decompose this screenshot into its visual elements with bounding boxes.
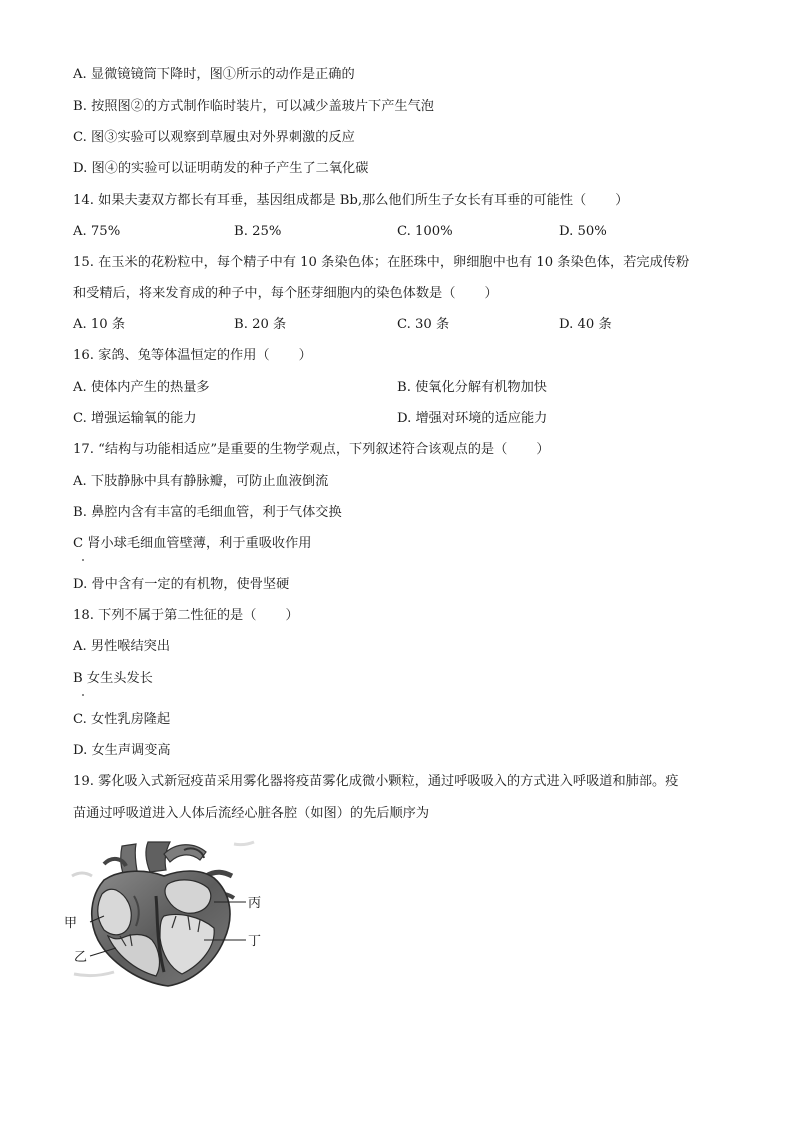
q14-close-paren: ） [615,193,629,208]
q18-option-a: A. 男性喉结突出 [73,639,171,654]
q15-close-paren: ） [484,286,498,301]
q16-option-d: D. 增强对环境的适应能力 [397,411,548,426]
scan-speck [82,559,84,561]
q13-option-a: A. 显微镜镜筒下降时，图①所示的动作是正确的 [73,67,355,82]
q14-option-b: B. 25% [234,224,282,239]
q14-option-c: C. 100% [397,224,453,239]
q18-option-c: C. 女性乳房隆起 [73,712,171,727]
q13-option-c: C. 图③实验可以观察到草履虫对外界刺激的反应 [73,130,355,145]
q17-option-a: A. 下肢静脉中具有静脉瓣，可防止血液倒流 [73,474,329,489]
q15-stem-line2 [73,285,498,303]
q16-option-a: A. 使体内产生的热量多 [73,380,210,395]
q17-stem [73,441,550,459]
q14-stem [73,192,628,210]
label-bing: 丙 [248,896,262,911]
q18-option-b: B 女生头发长 [73,671,153,686]
q15-option-c: C. 30 条 [397,317,450,332]
q15-option-d: D. 40 条 [559,317,612,332]
heart-diagram [64,836,276,990]
q16-stem-text: 16. 家鸽、兔等体温恒定的作用（ [73,348,270,363]
q14-option-a: A. 75% [73,224,121,239]
q18-stem-text: 18. 下列不属于第二性征的是（ [73,608,257,623]
q13-option-d: D. 图④的实验可以证明萌发的种子产生了二氧化碳 [73,161,369,176]
q16-close-paren: ） [298,348,312,363]
q16-option-c: C. 增强运输氧的能力 [73,411,197,426]
label-yi: 乙 [74,950,88,965]
q18-option-d: D. 女生声调变高 [73,743,171,758]
q16-stem [73,347,312,365]
q19-stem-line2: 苗通过呼吸道进入人体后流经心脏各腔（如图）的先后顺序为 [73,806,430,821]
q16-option-b: B. 使氧化分解有机物加快 [397,380,547,395]
q15-option-b: B. 20 条 [234,317,287,332]
q13-option-b: B. 按照图②的方式制作临时装片，可以减少盖玻片下产生气泡 [73,99,434,114]
q15-stem-line1: 15. 在玉米的花粉粒中，每个精子中有 10 条染色体；在胚珠中，卵细胞中也有 10 条染色体，若完成传粉 [73,255,690,270]
q14-option-d: D. 50% [559,224,607,239]
q17-option-d: D. 骨中含有一定的有机物，使骨坚硬 [73,577,290,592]
scan-speck [82,694,84,696]
q18-stem [73,607,299,625]
q17-option-b: B. 鼻腔内含有丰富的毛细血管，利于气体交换 [73,505,342,520]
heart-illustration [64,836,276,990]
label-jia: 甲 [64,916,78,931]
q17-close-paren: ） [536,442,550,457]
q17-stem-text: 17. “结构与功能相适应”是重要的生物学观点，下列叙述符合该观点的是（ [73,442,508,457]
label-ding: 丁 [248,934,262,949]
q15-stem-text: 和受精后，将来发育成的种子中，每个胚芽细胞内的染色体数是（ [73,286,456,301]
q18-close-paren: ） [285,608,299,623]
q14-stem-text: 14. 如果夫妻双方都长有耳垂，基因组成都是 Bb,那么他们所生子女长有耳垂的可能性（ [73,193,587,208]
q19-stem-line1: 19. 雾化吸入式新冠疫苗采用雾化器将疫苗雾化成微小颗粒，通过呼吸吸入的方式进入呼吸道和肺部。疫 [73,774,679,789]
q15-option-a: A. 10 条 [73,317,126,332]
q17-option-c: C 肾小球毛细血管壁薄，利于重吸收作用 [73,536,312,551]
